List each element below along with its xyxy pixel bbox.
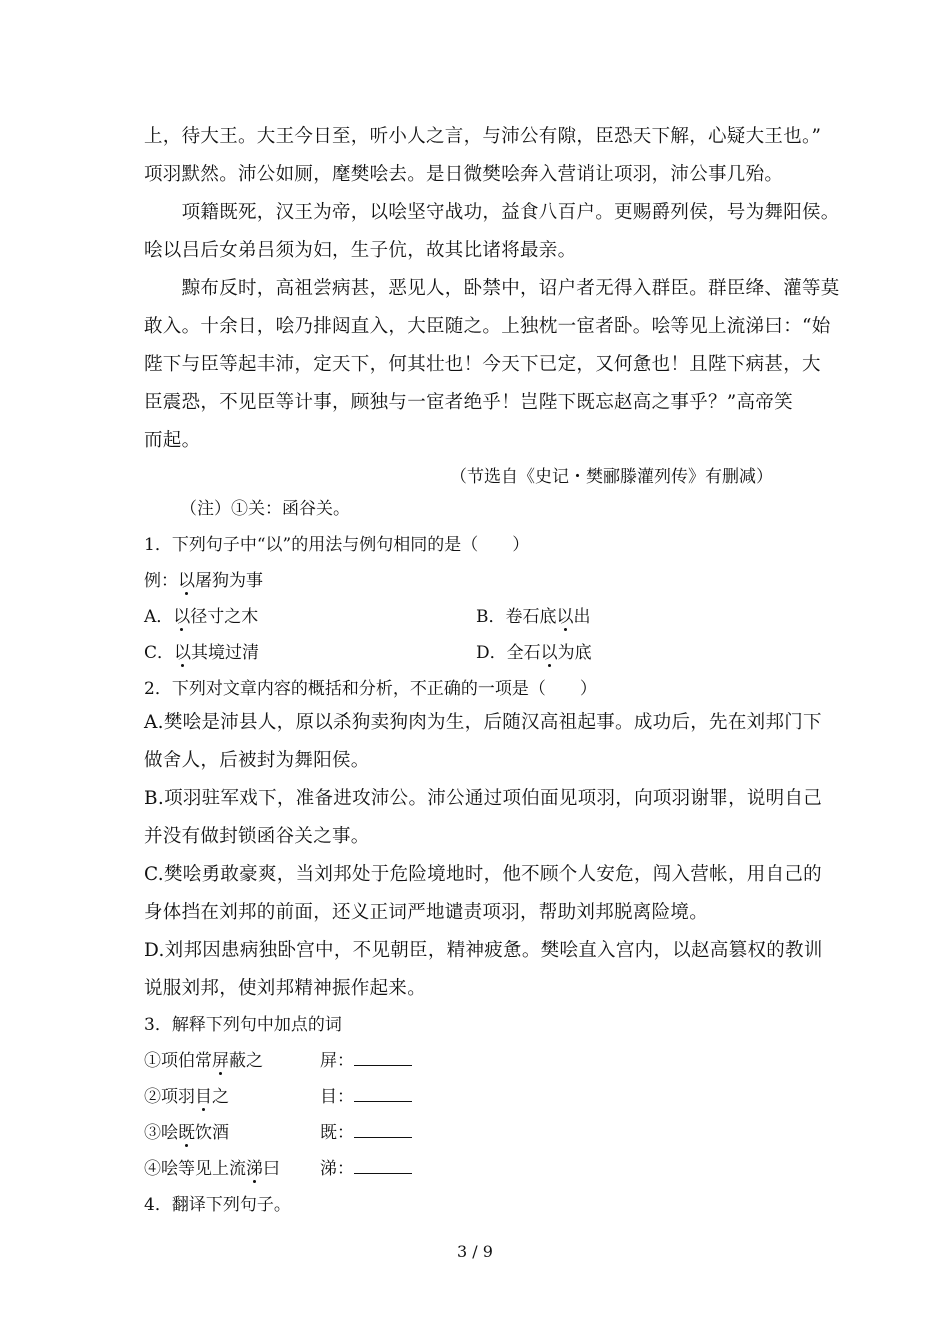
passage-note: （注）①关：函谷关。 (180, 499, 350, 519)
passage-line: 项籍既死，汉王为帝，以哙坚守战功，益食八百户。更赐爵列侯，号为舞阳侯。 (144, 202, 840, 223)
answer-blank[interactable] (354, 1159, 412, 1174)
emphasis-char: 以 (557, 602, 574, 627)
option-text: 为底 (557, 643, 592, 663)
question-2-line: D.刘邦因患病独卧宫中，不见朝臣，精神疲惫。樊哙直入宫内，以赵高篡权的教训 (144, 940, 823, 961)
passage-line: 臣震恐，不见臣等计事，顾独与一宦者绝乎！岂陛下既忘赵高之事乎？”高帝笑 (144, 392, 793, 413)
answer-field[interactable] (320, 1082, 412, 1107)
passage-line: 敢入。十余日，哙乃排闼直入，大臣随之。上独枕一宦者卧。哙等见上流涕曰：“始 (144, 316, 831, 337)
answer-blank[interactable] (354, 1051, 412, 1066)
passage-line: 项羽默然。沛公如厕，麾樊哙去。是日微樊哙奔入营诮让项羽，沛公事几殆。 (144, 164, 784, 185)
question-2-line: 做舍人，后被封为舞阳侯。 (144, 750, 370, 771)
passage-line: 陛下与臣等起丰沛，定天下，何其壮也！今天下已定，又何惫也！且陛下病甚，大 (144, 354, 821, 375)
item-pre: ④哙等见上流 (144, 1159, 246, 1179)
option-text: 径寸之木 (190, 607, 259, 627)
option-label: A． (144, 607, 174, 627)
question-3-stem: 3．解释下列句中加点的词 (144, 1015, 342, 1035)
question-3-item (144, 1154, 280, 1179)
emphasis-char: 以 (541, 638, 558, 663)
option-text: 其境过清 (191, 643, 260, 663)
answer-field[interactable] (320, 1046, 412, 1071)
example-rest: 屠狗为事 (195, 571, 263, 591)
question-2-line: 身体挡在刘邦的前面，还义正词严地谴责项羽，帮助刘邦脱离险境。 (144, 902, 709, 923)
question-1-example (144, 566, 263, 591)
passage-line: 哙以吕后女弟吕须为妇，生子伉，故其比诸将最亲。 (144, 240, 577, 261)
item-post: 饮酒 (195, 1123, 229, 1143)
question-2-line: 并没有做封锁函谷关之事。 (144, 826, 370, 847)
answer-label: 目： (320, 1087, 354, 1107)
item-post: 之 (212, 1087, 229, 1107)
emphasis-char: 以 (178, 566, 195, 591)
question-4-stem: 4．翻译下列句子。 (144, 1195, 291, 1215)
example-prefix: 例： (144, 571, 178, 591)
option-text: 出 (573, 607, 591, 627)
item-pre: ③哙 (144, 1123, 178, 1143)
option-label: C． (144, 643, 175, 663)
answer-label: 涕： (320, 1159, 354, 1179)
question-1-stem: 1．下列句子中“以”的用法与例句相同的是（ ） (144, 535, 530, 555)
emphasis-char: 目 (195, 1082, 212, 1107)
answer-field[interactable] (320, 1118, 412, 1143)
answer-blank[interactable] (354, 1123, 412, 1138)
item-pre: ①项伯常 (144, 1051, 212, 1071)
answer-field[interactable] (320, 1154, 412, 1179)
option-c (144, 638, 259, 663)
question-2-line: A.樊哙是沛县人，原以杀狗卖狗肉为生，后随汉高祖起事。成功后，先在刘邦门下 (144, 712, 822, 733)
passage-line: 黥布反时，高祖尝病甚，恶见人，卧禁中，诏户者无得入群臣。群臣绛、灌等莫 (144, 278, 840, 299)
question-3-item (144, 1082, 229, 1107)
emphasis-char: 涕 (246, 1154, 263, 1179)
page-number: 3 / 9 (457, 1242, 493, 1261)
item-post: 蔽之 (229, 1051, 263, 1071)
emphasis-char: 以 (174, 638, 191, 663)
option-a (144, 602, 258, 627)
option-b (476, 602, 591, 627)
answer-label: 既： (320, 1123, 354, 1143)
answer-blank[interactable] (354, 1087, 412, 1102)
question-2-line: C.樊哙勇敢豪爽，当刘邦处于危险境地时，他不顾个人安危，闯入营帐，用自己的 (144, 864, 822, 885)
question-2-stem: 2．下列对文章内容的概括和分析，不正确的一项是（ ） (144, 679, 597, 699)
passage-line: 上，待大王。大王今日至，听小人之言，与沛公有隙，臣恐天下解，心疑大王也。” (144, 126, 822, 147)
emphasis-char: 以 (173, 602, 190, 627)
option-label: D．全石 (476, 643, 541, 663)
passage-source: （节选自《史记・樊郦滕灌列传》有删减） (450, 467, 773, 487)
emphasis-char: 屏 (212, 1046, 229, 1071)
item-post: 曰 (263, 1159, 280, 1179)
option-d (476, 638, 592, 663)
answer-label: 屏： (320, 1051, 354, 1071)
emphasis-char: 既 (178, 1118, 195, 1143)
question-3-item (144, 1118, 229, 1143)
item-pre: ②项羽 (144, 1087, 195, 1107)
option-label: B．卷石底 (476, 607, 557, 627)
question-3-item (144, 1046, 263, 1071)
question-2-line: 说服刘邦，使刘邦精神振作起来。 (144, 978, 427, 999)
passage-line: 而起。 (144, 430, 201, 451)
question-2-line: B.项羽驻军戏下，准备进攻沛公。沛公通过项伯面见项羽，向项羽谢罪，说明自己 (144, 788, 823, 809)
